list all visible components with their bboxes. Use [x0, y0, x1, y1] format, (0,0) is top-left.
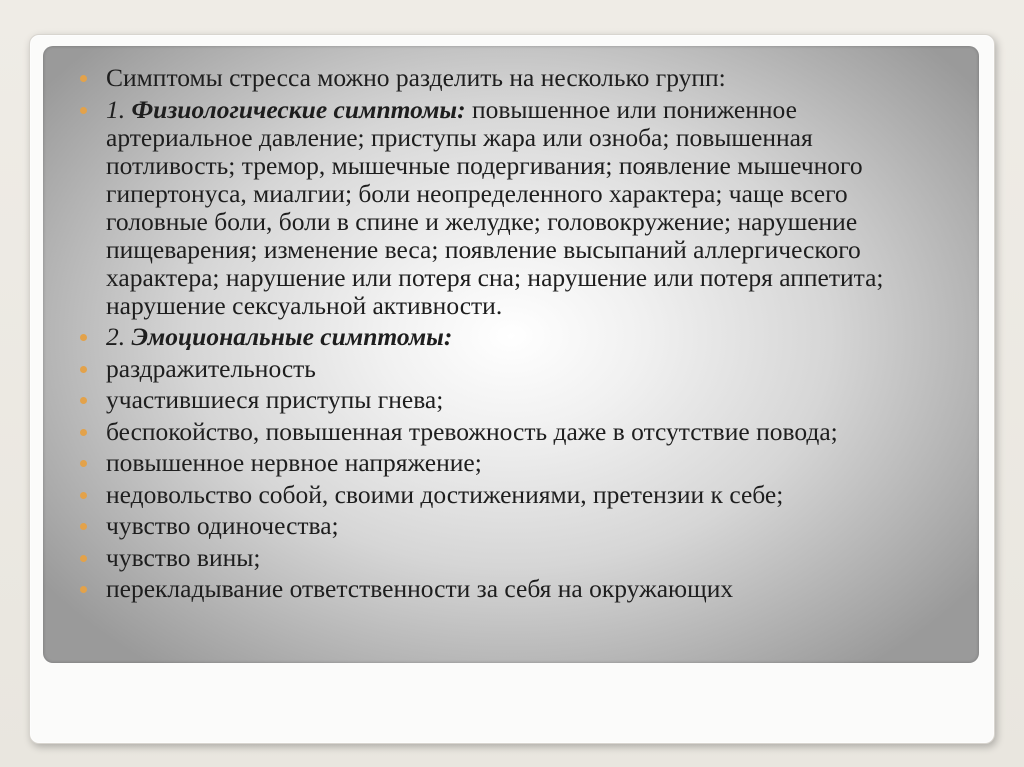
bullet-list [75, 64, 945, 607]
list-item [75, 386, 945, 414]
list-item [75, 512, 945, 540]
bullet-icon [80, 334, 87, 341]
item-text: повышенное нервное напряжение; [106, 448, 482, 477]
bullet-icon [80, 555, 87, 562]
item-text: недовольство собой, своими достижениями, претензии к себе; [106, 479, 784, 509]
list-item [75, 355, 945, 383]
item-text: чувство одиночества; [106, 511, 339, 540]
list-item [75, 449, 945, 477]
list-item [75, 418, 945, 446]
list-item [75, 96, 945, 320]
bullet-icon [80, 586, 87, 593]
item-text: участившиеся приступы гнева; [106, 385, 444, 414]
list-item [75, 64, 945, 92]
bullet-icon [80, 492, 87, 499]
list-item [75, 481, 945, 509]
bullet-icon [80, 107, 87, 114]
item-text: беспокойство, повышенная тревожность даже в отсутствие повода; [106, 416, 838, 446]
item-heading: Физиологические симптомы: [131, 94, 466, 124]
bullet-icon [80, 460, 87, 467]
bullet-icon [80, 523, 87, 530]
item-heading: Эмоциональные симптомы: [131, 322, 453, 351]
item-text: перекладывание ответственности за себя на окружающих [106, 574, 734, 603]
item-text: повышенное или пониженное артериальное давление; приступы жара или озноба; повышенная потливость; тремор, мышечные подергивания; появление мышечного гипертонуса, миалгии; боли неопределенного характера; чаще всего головные боли, боли в спине и желудке; головокружение; нарушение пищеварения; изменение веса; появление высыпаний аллергического характера; нарушение или потеря сна; нарушение или потеря аппетита; нарушение сексуальной активности. [106, 94, 884, 320]
list-item [75, 544, 945, 572]
item-text: чувство вины; [106, 542, 261, 572]
item-number: 1. [106, 94, 126, 124]
bullet-icon [80, 397, 87, 404]
list-item [75, 575, 945, 603]
bullet-icon [80, 429, 87, 436]
item-text: Симптомы стресса можно разделить на несколько групп: [106, 63, 726, 92]
item-text: раздражительность [106, 353, 316, 383]
bullet-icon [80, 75, 87, 82]
bullet-icon [80, 366, 87, 373]
list-item [75, 323, 945, 351]
item-number: 2. [106, 322, 126, 351]
